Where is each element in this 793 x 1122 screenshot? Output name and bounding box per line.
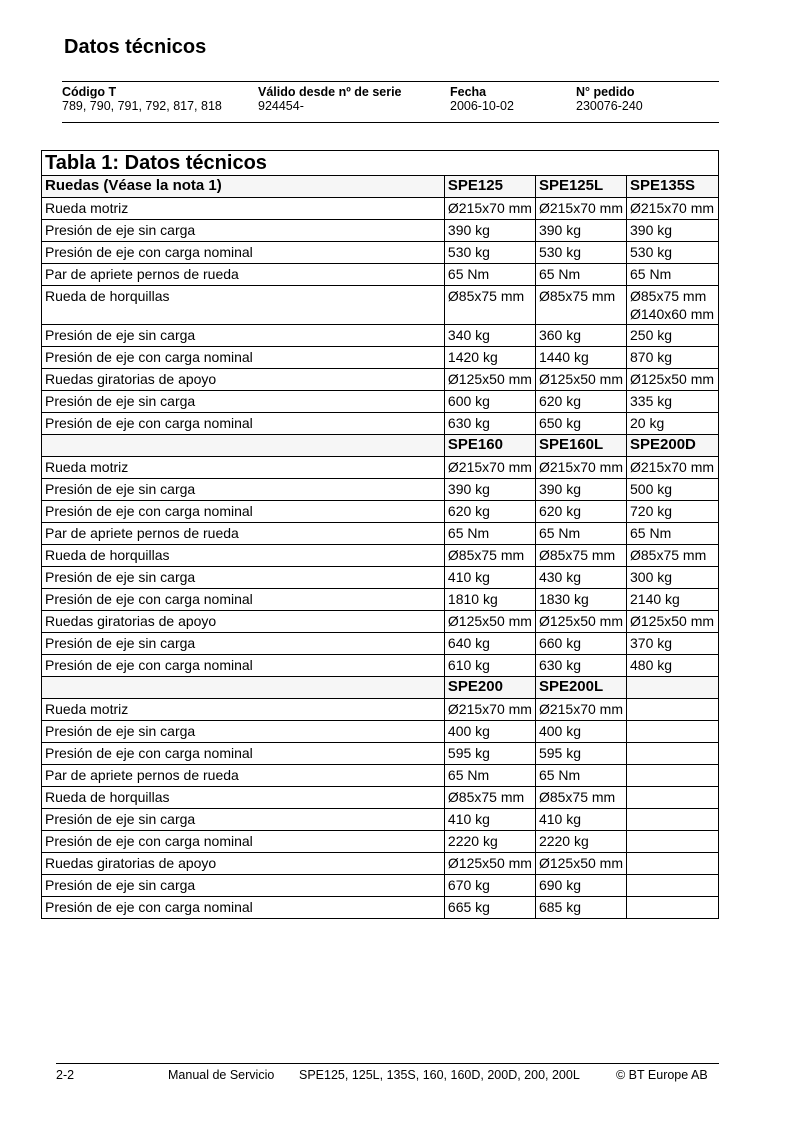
table-row <box>42 633 719 655</box>
table-row <box>42 286 719 325</box>
row-label: Presión de eje sin carga <box>42 809 445 831</box>
document-meta <box>62 81 719 123</box>
page-title: Datos técnicos <box>64 36 207 58</box>
value-cell: 870 kg <box>627 347 719 369</box>
value-cell: 390 kg <box>444 220 535 242</box>
value-cell: 650 kg <box>535 413 626 435</box>
value-cell: Ø215x70 mm <box>444 699 535 721</box>
value-cell: 65 Nm <box>444 264 535 286</box>
section-header <box>42 176 719 198</box>
valido-desde <box>258 85 402 113</box>
codigo-t <box>62 85 222 113</box>
table-row <box>42 198 719 220</box>
row-label: Rueda de horquillas <box>42 545 445 567</box>
table-row <box>42 589 719 611</box>
table-row <box>42 567 719 589</box>
value-cell: 600 kg <box>444 391 535 413</box>
value-cell: 630 kg <box>535 655 626 677</box>
value-cell: 595 kg <box>444 743 535 765</box>
value-cell: 720 kg <box>627 501 719 523</box>
value-cell: Ø85x75 mm <box>535 787 626 809</box>
value-cell: 630 kg <box>444 413 535 435</box>
row-label: Presión de eje con carga nominal <box>42 413 445 435</box>
row-label: Presión de eje con carga nominal <box>42 589 445 611</box>
row-label: Presión de eje sin carga <box>42 325 445 347</box>
value-cell: Ø125x50 mm <box>627 611 719 633</box>
value-cell: 610 kg <box>444 655 535 677</box>
value-cell: 360 kg <box>535 325 626 347</box>
value-cell: 1830 kg <box>535 589 626 611</box>
row-label: Presión de eje sin carga <box>42 875 445 897</box>
table-row <box>42 699 719 721</box>
row-label: Presión de eje con carga nominal <box>42 897 445 919</box>
row-label: Presión de eje sin carga <box>42 479 445 501</box>
header-cell: SPE125L <box>535 176 626 198</box>
header-cell: SPE135S <box>627 176 719 198</box>
table-row <box>42 831 719 853</box>
value-cell: 595 kg <box>535 743 626 765</box>
value-cell: 335 kg <box>627 391 719 413</box>
fecha <box>450 85 514 113</box>
row-label: Par de apriete pernos de rueda <box>42 765 445 787</box>
value-cell: Ø215x70 mm <box>535 198 626 220</box>
value-cell <box>627 897 719 919</box>
value-cell: 410 kg <box>444 567 535 589</box>
table-row <box>42 743 719 765</box>
table-row <box>42 369 719 391</box>
value-cell: 390 kg <box>535 479 626 501</box>
value-cell: 640 kg <box>444 633 535 655</box>
value-cell <box>627 721 719 743</box>
value-cell <box>627 853 719 875</box>
value-cell: Ø125x50 mm <box>444 611 535 633</box>
section-header <box>42 677 719 699</box>
value-cell: 530 kg <box>535 242 626 264</box>
value-cell: 1420 kg <box>444 347 535 369</box>
header-cell <box>42 435 445 457</box>
value-cell: 665 kg <box>444 897 535 919</box>
value-cell: 65 Nm <box>627 264 719 286</box>
row-label: Ruedas giratorias de apoyo <box>42 853 445 875</box>
row-label: Par de apriete pernos de rueda <box>42 523 445 545</box>
value-cell: Ø85x75 mm Ø140x60 mm <box>627 286 719 325</box>
table-row <box>42 264 719 286</box>
value-cell: 620 kg <box>535 391 626 413</box>
table-row <box>42 242 719 264</box>
fecha-value: 2006-10-02 <box>450 99 514 113</box>
table-title: Tabla 1: Datos técnicos <box>42 151 719 176</box>
header-cell: SPE125 <box>444 176 535 198</box>
table-row <box>42 897 719 919</box>
value-cell <box>627 699 719 721</box>
value-cell: 530 kg <box>444 242 535 264</box>
table-row <box>42 853 719 875</box>
row-label: Presión de eje con carga nominal <box>42 242 445 264</box>
table-row <box>42 479 719 501</box>
row-label: Presión de eje sin carga <box>42 220 445 242</box>
header-cell: SPE200L <box>535 677 626 699</box>
header-cell: SPE160L <box>535 435 626 457</box>
value-cell <box>627 787 719 809</box>
table-row <box>42 721 719 743</box>
value-cell: 400 kg <box>444 721 535 743</box>
row-label: Presión de eje con carga nominal <box>42 347 445 369</box>
row-label: Rueda motriz <box>42 457 445 479</box>
value-cell: 65 Nm <box>444 523 535 545</box>
value-cell: 65 Nm <box>535 523 626 545</box>
pedido <box>576 85 643 113</box>
codigo-label: Código T <box>62 85 117 99</box>
value-cell: 65 Nm <box>535 264 626 286</box>
valido-value: 924454- <box>258 99 304 113</box>
value-cell: Ø85x75 mm <box>444 286 535 325</box>
header-cell: SPE200D <box>627 435 719 457</box>
row-label: Presión de eje sin carga <box>42 721 445 743</box>
value-cell: Ø215x70 mm <box>627 457 719 479</box>
table-row <box>42 655 719 677</box>
row-label: Presión de eje sin carga <box>42 567 445 589</box>
page-footer <box>56 1063 719 1082</box>
value-cell: 65 Nm <box>444 765 535 787</box>
value-cell: 2140 kg <box>627 589 719 611</box>
header-cell: Ruedas (Véase la nota 1) <box>42 176 445 198</box>
table-row <box>42 787 719 809</box>
value-cell: 2220 kg <box>535 831 626 853</box>
pedido-label: N° pedido <box>576 85 635 99</box>
table-row <box>42 325 719 347</box>
value-cell: 390 kg <box>627 220 719 242</box>
value-cell <box>627 809 719 831</box>
value-cell: 670 kg <box>444 875 535 897</box>
value-cell: Ø125x50 mm <box>627 369 719 391</box>
header-cell <box>627 677 719 699</box>
value-cell: 65 Nm <box>535 765 626 787</box>
tech-data-table <box>41 150 719 919</box>
value-cell <box>627 831 719 853</box>
value-cell: 1440 kg <box>535 347 626 369</box>
manual-name: Manual de Servicio <box>168 1068 275 1082</box>
value-cell: 430 kg <box>535 567 626 589</box>
table-row <box>42 413 719 435</box>
value-cell <box>627 765 719 787</box>
codigo-value: 789, 790, 791, 792, 817, 818 <box>62 99 222 113</box>
table-row <box>42 501 719 523</box>
value-cell: Ø215x70 mm <box>444 198 535 220</box>
value-cell: 410 kg <box>444 809 535 831</box>
valido-label: Válido desde nº de serie <box>258 85 402 99</box>
table-row <box>42 523 719 545</box>
table-row <box>42 611 719 633</box>
value-cell: 65 Nm <box>627 523 719 545</box>
value-cell: Ø215x70 mm <box>627 198 719 220</box>
table-row <box>42 220 719 242</box>
value-cell: 410 kg <box>535 809 626 831</box>
value-cell: Ø85x75 mm <box>535 545 626 567</box>
value-cell <box>627 875 719 897</box>
value-cell: 300 kg <box>627 567 719 589</box>
row-label: Presión de eje con carga nominal <box>42 743 445 765</box>
value-cell: 690 kg <box>535 875 626 897</box>
row-label: Ruedas giratorias de apoyo <box>42 369 445 391</box>
value-cell: Ø125x50 mm <box>444 853 535 875</box>
value-cell: Ø125x50 mm <box>444 369 535 391</box>
value-cell: Ø85x75 mm <box>535 286 626 325</box>
row-label: Presión de eje con carga nominal <box>42 831 445 853</box>
value-cell: Ø125x50 mm <box>535 369 626 391</box>
value-cell: Ø215x70 mm <box>535 699 626 721</box>
value-cell: Ø125x50 mm <box>535 611 626 633</box>
table-row <box>42 765 719 787</box>
header-cell: SPE200 <box>444 677 535 699</box>
value-cell: Ø215x70 mm <box>535 457 626 479</box>
table-row <box>42 391 719 413</box>
value-cell: 390 kg <box>444 479 535 501</box>
value-cell: Ø215x70 mm <box>444 457 535 479</box>
row-label: Par de apriete pernos de rueda <box>42 264 445 286</box>
row-label: Presión de eje con carga nominal <box>42 501 445 523</box>
table-row <box>42 545 719 567</box>
header-cell <box>42 677 445 699</box>
row-label: Rueda motriz <box>42 699 445 721</box>
value-cell: Ø85x75 mm <box>627 545 719 567</box>
value-cell <box>627 743 719 765</box>
copyright: © BT Europe AB <box>616 1068 708 1082</box>
value-cell: 20 kg <box>627 413 719 435</box>
value-cell: 620 kg <box>535 501 626 523</box>
value-cell: Ø85x75 mm <box>444 787 535 809</box>
value-cell: 400 kg <box>535 721 626 743</box>
section-header <box>42 435 719 457</box>
row-label: Rueda motriz <box>42 198 445 220</box>
value-cell: 340 kg <box>444 325 535 347</box>
table-row <box>42 347 719 369</box>
value-cell: 660 kg <box>535 633 626 655</box>
models: SPE125, 125L, 135S, 160, 160D, 200D, 200, 200L <box>299 1068 580 1082</box>
row-label: Rueda de horquillas <box>42 286 445 325</box>
row-label: Presión de eje sin carga <box>42 391 445 413</box>
row-label: Presión de eje sin carga <box>42 633 445 655</box>
pedido-value: 230076-240 <box>576 99 643 113</box>
value-cell: 500 kg <box>627 479 719 501</box>
fecha-label: Fecha <box>450 85 487 99</box>
row-label: Presión de eje con carga nominal <box>42 655 445 677</box>
value-cell: 250 kg <box>627 325 719 347</box>
page-number: 2-2 <box>56 1068 75 1082</box>
value-cell: 1810 kg <box>444 589 535 611</box>
value-cell: Ø125x50 mm <box>535 853 626 875</box>
header-cell: SPE160 <box>444 435 535 457</box>
value-cell: 390 kg <box>535 220 626 242</box>
value-cell: 480 kg <box>627 655 719 677</box>
row-label: Rueda de horquillas <box>42 787 445 809</box>
value-cell: 530 kg <box>627 242 719 264</box>
value-cell: 685 kg <box>535 897 626 919</box>
row-label: Ruedas giratorias de apoyo <box>42 611 445 633</box>
table-row <box>42 809 719 831</box>
table-row <box>42 875 719 897</box>
table-row <box>42 457 719 479</box>
value-cell: 2220 kg <box>444 831 535 853</box>
value-cell: 370 kg <box>627 633 719 655</box>
value-cell: 620 kg <box>444 501 535 523</box>
value-cell: Ø85x75 mm <box>444 545 535 567</box>
